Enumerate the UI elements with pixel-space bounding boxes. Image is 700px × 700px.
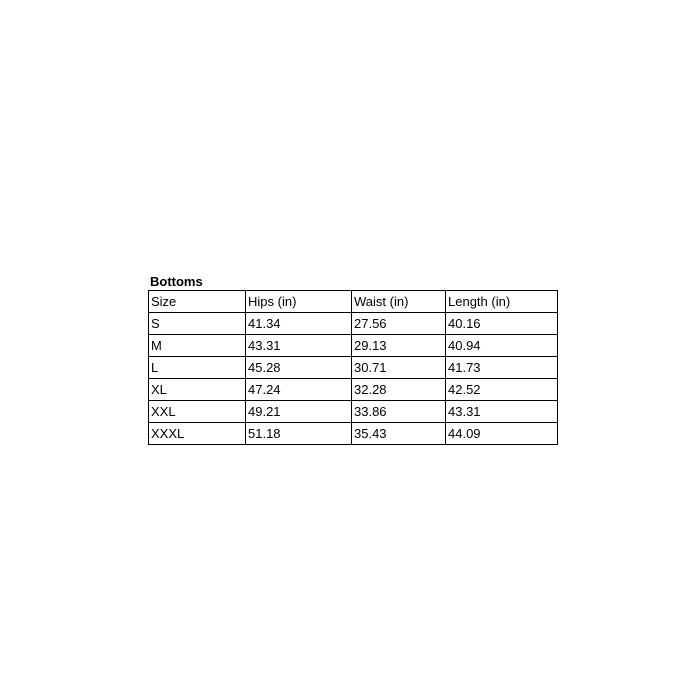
cell-hips: 51.18 <box>246 423 352 445</box>
size-chart <box>148 274 558 445</box>
table-row <box>149 423 558 445</box>
cell-length: 44.09 <box>446 423 558 445</box>
cell-hips: 49.21 <box>246 401 352 423</box>
table-header-row <box>149 291 558 313</box>
cell-size: S <box>149 313 246 335</box>
cell-size: L <box>149 357 246 379</box>
cell-waist: 30.71 <box>352 357 446 379</box>
cell-size: XXXL <box>149 423 246 445</box>
cell-length: 40.16 <box>446 313 558 335</box>
table-row <box>149 313 558 335</box>
header-length: Length (in) <box>446 291 558 313</box>
cell-size: XXL <box>149 401 246 423</box>
cell-length: 40.94 <box>446 335 558 357</box>
header-size: Size <box>149 291 246 313</box>
cell-hips: 47.24 <box>246 379 352 401</box>
chart-title: Bottoms <box>150 274 203 289</box>
cell-hips: 43.31 <box>246 335 352 357</box>
cell-hips: 45.28 <box>246 357 352 379</box>
cell-size: M <box>149 335 246 357</box>
table-row <box>149 335 558 357</box>
header-hips: Hips (in) <box>246 291 352 313</box>
table-row <box>149 401 558 423</box>
size-table <box>148 290 558 445</box>
cell-waist: 32.28 <box>352 379 446 401</box>
cell-hips: 41.34 <box>246 313 352 335</box>
cell-waist: 27.56 <box>352 313 446 335</box>
header-waist: Waist (in) <box>352 291 446 313</box>
cell-waist: 29.13 <box>352 335 446 357</box>
cell-waist: 33.86 <box>352 401 446 423</box>
cell-length: 41.73 <box>446 357 558 379</box>
table-row <box>149 357 558 379</box>
cell-waist: 35.43 <box>352 423 446 445</box>
cell-size: XL <box>149 379 246 401</box>
table-row <box>149 379 558 401</box>
cell-length: 42.52 <box>446 379 558 401</box>
cell-length: 43.31 <box>446 401 558 423</box>
